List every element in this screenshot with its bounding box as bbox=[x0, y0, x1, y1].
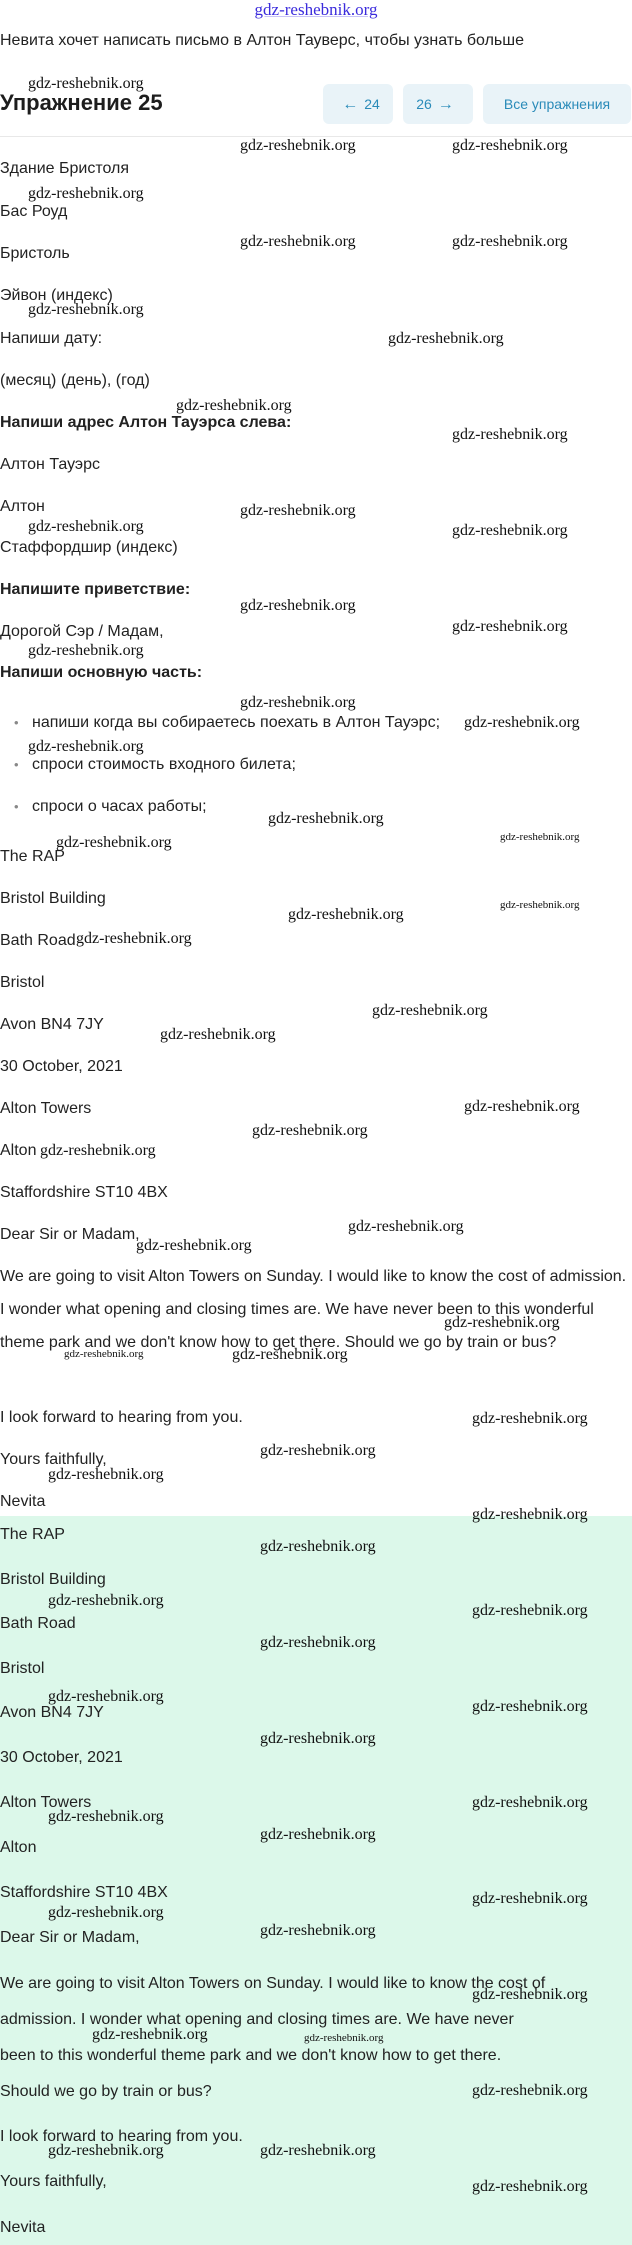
watermark: gdz-reshebnik.org bbox=[452, 618, 568, 635]
watermark: gdz-reshebnik.org bbox=[28, 301, 144, 318]
watermark: gdz-reshebnik.org bbox=[260, 1634, 376, 1651]
exercise-intro: Невита хочет написать письмо в Алтон Тауверс, чтобы узнать больше bbox=[0, 32, 524, 49]
letter-closing: I look forward to hearing from you. bbox=[0, 1409, 243, 1426]
answer-closing: I look forward to hearing from you. bbox=[0, 2128, 243, 2145]
watermark: gdz-reshebnik.org bbox=[472, 1698, 588, 1715]
letter-name: Nevita bbox=[0, 1493, 46, 1510]
letter-sender-line: Bristol bbox=[0, 974, 45, 991]
watermark: gdz-reshebnik.org bbox=[372, 1002, 488, 1019]
watermark: gdz-reshebnik.org bbox=[240, 502, 356, 519]
site-name[interactable]: gdz-reshebnik.org bbox=[254, 0, 378, 19]
watermark: gdz-reshebnik.org bbox=[444, 1314, 560, 1331]
watermark: gdz-reshebnik.org bbox=[452, 426, 568, 443]
watermark: gdz-reshebnik.org bbox=[48, 1808, 164, 1825]
watermark: gdz-reshebnik.org bbox=[232, 1346, 348, 1363]
task-date-prompt: Напиши дату: bbox=[0, 330, 103, 347]
letter-recipient-line: Alton Towers bbox=[0, 1100, 92, 1117]
watermark: gdz-reshebnik.org bbox=[40, 1142, 156, 1159]
answer-name: Nevita bbox=[0, 2219, 46, 2236]
watermark: gdz-reshebnik.org bbox=[160, 1026, 276, 1043]
watermark: gdz-reshebnik.org bbox=[64, 1348, 144, 1360]
letter-sender-line: The RAP bbox=[0, 848, 65, 865]
watermark: gdz-reshebnik.org bbox=[452, 137, 568, 154]
watermark: gdz-reshebnik.org bbox=[500, 899, 580, 911]
answer-body-line: We are going to visit Alton Towers on Sunday. I would like to know the cost of bbox=[0, 1975, 546, 1992]
prev-exercise-label: 24 bbox=[364, 96, 380, 112]
watermark: gdz-reshebnik.org bbox=[48, 1466, 164, 1483]
letter-sender-line: Avon BN4 7JY bbox=[0, 1016, 104, 1033]
watermark: gdz-reshebnik.org bbox=[56, 834, 172, 851]
watermark: gdz-reshebnik.org bbox=[472, 1986, 588, 2003]
next-exercise-label: 26 bbox=[416, 96, 432, 112]
watermark: gdz-reshebnik.org bbox=[260, 1442, 376, 1459]
answer-signoff: Yours faithfully, bbox=[0, 2173, 107, 2190]
answer-sender-line: Bristol Building bbox=[0, 1571, 106, 1588]
task-address-line: Бас Роуд bbox=[0, 203, 68, 220]
letter-sender-line: Bath Road bbox=[0, 932, 76, 949]
answer-block bbox=[0, 1516, 632, 2245]
watermark: gdz-reshebnik.org bbox=[240, 233, 356, 250]
watermark: gdz-reshebnik.org bbox=[304, 2032, 384, 2044]
watermark: gdz-reshebnik.org bbox=[48, 1688, 164, 1705]
watermark: gdz-reshebnik.org bbox=[464, 1098, 580, 1115]
watermark: gdz-reshebnik.org bbox=[472, 1890, 588, 1907]
watermark: gdz-reshebnik.org bbox=[28, 75, 144, 92]
watermark: gdz-reshebnik.org bbox=[240, 137, 356, 154]
answer-sender-line: Bristol bbox=[0, 1660, 45, 1677]
watermark: gdz-reshebnik.org bbox=[472, 2082, 588, 2099]
task-alton-line: Стаффордшир (индекс) bbox=[0, 539, 178, 556]
watermark: gdz-reshebnik.org bbox=[348, 1218, 464, 1235]
watermark: gdz-reshebnik.org bbox=[240, 597, 356, 614]
arrow-left-icon: ← bbox=[342, 96, 359, 113]
watermark: gdz-reshebnik.org bbox=[452, 233, 568, 250]
task-address-prompt: Напиши адрес Алтон Тауэрса слева: bbox=[0, 414, 292, 431]
answer-body-line: been to this wonderful theme park and we don't know how to get there. bbox=[0, 2047, 502, 2064]
answer-question: Should we go by train or bus? bbox=[0, 2083, 212, 2100]
watermark: gdz-reshebnik.org bbox=[288, 906, 404, 923]
watermark: gdz-reshebnik.org bbox=[500, 831, 580, 843]
prev-exercise-button[interactable] bbox=[323, 84, 393, 124]
task-bullet-text: напиши когда вы собираетесь поехать в Алтон Тауэрс; bbox=[32, 714, 441, 731]
next-exercise-button[interactable] bbox=[403, 84, 473, 124]
watermark: gdz-reshebnik.org bbox=[240, 694, 356, 711]
watermark: gdz-reshebnik.org bbox=[472, 2178, 588, 2195]
letter-signoff: Yours faithfully, bbox=[0, 1451, 107, 1468]
answer-sender-line: Bath Road bbox=[0, 1615, 76, 1632]
watermark: gdz-reshebnik.org bbox=[136, 1237, 252, 1254]
task-alton-line: Алтон bbox=[0, 498, 45, 515]
task-address-line: Эйвон (индекс) bbox=[0, 287, 113, 304]
task-bullet-text: спроси стоимость входного билета; bbox=[32, 756, 296, 773]
watermark: gdz-reshebnik.org bbox=[48, 2142, 164, 2159]
page-title: Упражнение 25 bbox=[0, 90, 163, 115]
answer-body-line: admission. I wonder what opening and closing times are. We have never bbox=[0, 2011, 514, 2028]
watermark: gdz-reshebnik.org bbox=[260, 1730, 376, 1747]
watermark: gdz-reshebnik.org bbox=[388, 330, 504, 347]
watermark: gdz-reshebnik.org bbox=[48, 1592, 164, 1609]
task-bullet bbox=[14, 714, 440, 732]
task-bullet-text: спроси о часах работы; bbox=[32, 798, 207, 815]
watermark: gdz-reshebnik.org bbox=[48, 1904, 164, 1921]
answer-recipient-line: Alton Towers bbox=[0, 1794, 92, 1811]
watermark: gdz-reshebnik.org bbox=[260, 1538, 376, 1555]
task-bullet bbox=[14, 798, 207, 816]
watermark: gdz-reshebnik.org bbox=[28, 642, 144, 659]
answer-recipient-line: Alton bbox=[0, 1839, 37, 1856]
task-address-line: Здание Бристоля bbox=[0, 160, 130, 177]
watermark: gdz-reshebnik.org bbox=[176, 397, 292, 414]
task-date-format: (месяц) (день), (год) bbox=[0, 372, 150, 389]
answer-sender-line: Avon BN4 7JY bbox=[0, 1704, 104, 1721]
letter-recipient-line: Staffordshire ST10 4BX bbox=[0, 1184, 168, 1201]
answer-date: 30 October, 2021 bbox=[0, 1749, 123, 1766]
task-bullet bbox=[14, 756, 296, 774]
answer-sender-line: The RAP bbox=[0, 1526, 65, 1543]
letter-body: We are going to visit Alton Towers on Sunday. I would like to know the cost of admission. I wonder what opening and closing times are. We have never been to this wonderful theme park and we don't know how to get there. Should we go by train or bus? bbox=[0, 1268, 627, 1351]
task-greeting-prompt: Напишите приветствие: bbox=[0, 581, 191, 598]
site-watermark-header[interactable] bbox=[0, 0, 632, 20]
all-exercises-button[interactable]: Все упражнения bbox=[483, 84, 631, 124]
watermark: gdz-reshebnik.org bbox=[464, 714, 580, 731]
arrow-right-icon: → bbox=[437, 96, 454, 113]
watermark: gdz-reshebnik.org bbox=[92, 2026, 208, 2043]
watermark: gdz-reshebnik.org bbox=[76, 930, 192, 947]
letter-sender-line: Bristol Building bbox=[0, 890, 106, 907]
answer-greeting: Dear Sir or Madam, bbox=[0, 1929, 140, 1946]
task-body-prompt: Напиши основную часть: bbox=[0, 664, 203, 681]
answer-recipient-line: Staffordshire ST10 4BX bbox=[0, 1884, 168, 1901]
letter-greeting: Dear Sir or Madam, bbox=[0, 1226, 140, 1243]
letter-date: 30 October, 2021 bbox=[0, 1058, 123, 1075]
watermark: gdz-reshebnik.org bbox=[28, 738, 144, 755]
watermark: gdz-reshebnik.org bbox=[472, 1794, 588, 1811]
watermark: gdz-reshebnik.org bbox=[28, 518, 144, 535]
watermark: gdz-reshebnik.org bbox=[260, 1922, 376, 1939]
watermark: gdz-reshebnik.org bbox=[28, 185, 144, 202]
task-greeting: Дорогой Сэр / Мадам, bbox=[0, 623, 164, 640]
watermark: gdz-reshebnik.org bbox=[260, 2142, 376, 2159]
task-address-line: Бристоль bbox=[0, 245, 70, 262]
watermark: gdz-reshebnik.org bbox=[472, 1410, 588, 1427]
task-alton-line: Алтон Тауэрс bbox=[0, 456, 100, 473]
watermark: gdz-reshebnik.org bbox=[452, 522, 568, 539]
watermark: gdz-reshebnik.org bbox=[252, 1122, 368, 1139]
watermark: gdz-reshebnik.org bbox=[472, 1506, 588, 1523]
letter-recipient-line: Alton bbox=[0, 1142, 37, 1159]
watermark: gdz-reshebnik.org bbox=[472, 1602, 588, 1619]
watermark: gdz-reshebnik.org bbox=[268, 810, 384, 827]
watermark: gdz-reshebnik.org bbox=[260, 1826, 376, 1843]
